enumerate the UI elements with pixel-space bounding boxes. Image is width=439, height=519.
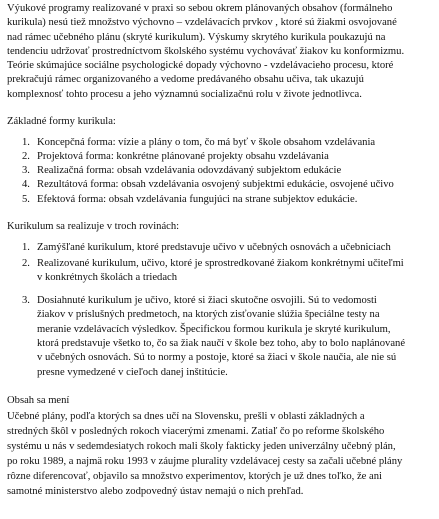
levels-item-text: žiakov v príslušných predmetoch, na ktorých zisťovanie slúžia špeciálne testy na: [37, 309, 380, 320]
levels-item-text: meranie vzdelávacích výsledkov. Špecifickou formou kurikula je skryté kurikulum,: [37, 324, 391, 335]
paragraph1-line: prekračujú rámec organizovaného a vedome predávaného obsahu učiva, tak ukazujú: [7, 74, 364, 85]
forms-item-text: Efektová forma: obsah vzdelávania fungujúci na strane subjektov edukácie.: [37, 194, 358, 205]
levels-item-text: Dosiahnuté kurikulum je učivo, ktoré si žiaci skutočne osvojili. Sú to vedomosti: [37, 295, 377, 306]
forms-item-number: 3.: [22, 165, 30, 176]
forms-item-text: Rezultátová forma: obsah vzdelávania osvojený subjektmi edukácie, osvojené učivo: [37, 179, 394, 190]
paragraph1-line: tendenciu udržovať prostredníctvom školského systému vychovávať žiakov ku konformizmu.: [7, 46, 405, 57]
levels-heading: Kurikulum sa realizuje v troch rovinách:: [7, 221, 180, 232]
levels-item-text: v konkrétnych školách a triedach: [37, 272, 178, 283]
forms-item-number: 2.: [22, 151, 30, 162]
section-heading: Obsah sa mení: [7, 395, 70, 406]
levels-item-number: 2.: [22, 258, 30, 269]
paragraph1-line: nad rámec učebného plánu (skryté kurikulum). Výskumy skrytého kurikula poukazujú na: [7, 32, 386, 43]
paragraph2-line: Učebné plány, podľa ktorých sa dnes učí na Slovensku, prešli v oblasti základných a: [7, 411, 365, 422]
paragraph1-line: Teórie skúmajúce sociálne psychologické dopady výchovno - vzdelávacieho procesu, ktoré: [7, 60, 394, 71]
levels-item-text: ktorá predstavuje všetko to, čo sa žiak naučí v škole bez toho, aby to bolo naplánované: [37, 338, 406, 349]
paragraph2-line: po roku 1989, a najmä roku 1993 v záujme plurality vzdelávacej cesty sa začali učebné plány: [7, 456, 403, 467]
paragraph2-line: systému u nás v sedemdesiatych rokoch mali školy fakticky jeden univerzálny učebný plán,: [7, 441, 396, 452]
forms-item-text: Koncepčná forma: vízie a plány o tom, čo má byť v škole obsahom vzdelávania: [37, 137, 376, 148]
forms-item-text: Realizačná forma: obsah vzdelávania odovzdávaný subjektom edukácie: [37, 165, 342, 176]
paragraph2-line: samotné ministerstvo alebo zodpovedný ústav nemajú o nich prehľad.: [7, 486, 304, 497]
forms-item-number: 5.: [22, 194, 30, 205]
levels-item-text: v učebných osnovách. Sú to normy a postoje, ktoré sa žiaci v škole naučia, ale nie sú: [37, 352, 397, 363]
forms-item-text: Projektová forma: konkrétne plánované projekty obsahu vzdelávania: [37, 151, 329, 162]
forms-heading: Základné formy kurikula:: [7, 116, 116, 127]
paragraph1-line: komplexnosť tohto procesu a jeho významnú socializačnú rolu v živote jednotlivca.: [7, 89, 362, 100]
forms-item-number: 1.: [22, 137, 30, 148]
paragraph1-line: kurikula) nesú tiež množstvo výchovno – vzdelávacích prvkov , ktoré sú žiakmi osvojované: [7, 17, 397, 28]
levels-item-text: presne vymedzené v cieľoch danej inštitúcie.: [37, 367, 228, 378]
levels-item-text: Zamýšľané kurikulum, ktoré predstavuje učivo v učebných osnovách a učebniciach: [37, 242, 391, 253]
paragraph2-line: stredných škôl v posledných rokoch viacerými zmenami. Zatiaľ čo po reforme školského: [7, 426, 385, 437]
paragraph1-line: Výukové programy realizované v praxi so sebou okrem plánovaných obsahov (formálneho: [7, 3, 393, 14]
levels-item-number: 3.: [22, 295, 30, 306]
forms-item-number: 4.: [22, 179, 30, 190]
levels-item-number: 1.: [22, 242, 30, 253]
levels-item-text: Realizované kurikulum, učivo, ktoré je sprostredkované žiakom konkrétnymi učiteľmi: [37, 258, 404, 269]
paragraph2-line: rôzne diferencovať, objavilo sa množstvo experimentov, ktorých je už dnes toľko, že ani: [7, 471, 382, 482]
